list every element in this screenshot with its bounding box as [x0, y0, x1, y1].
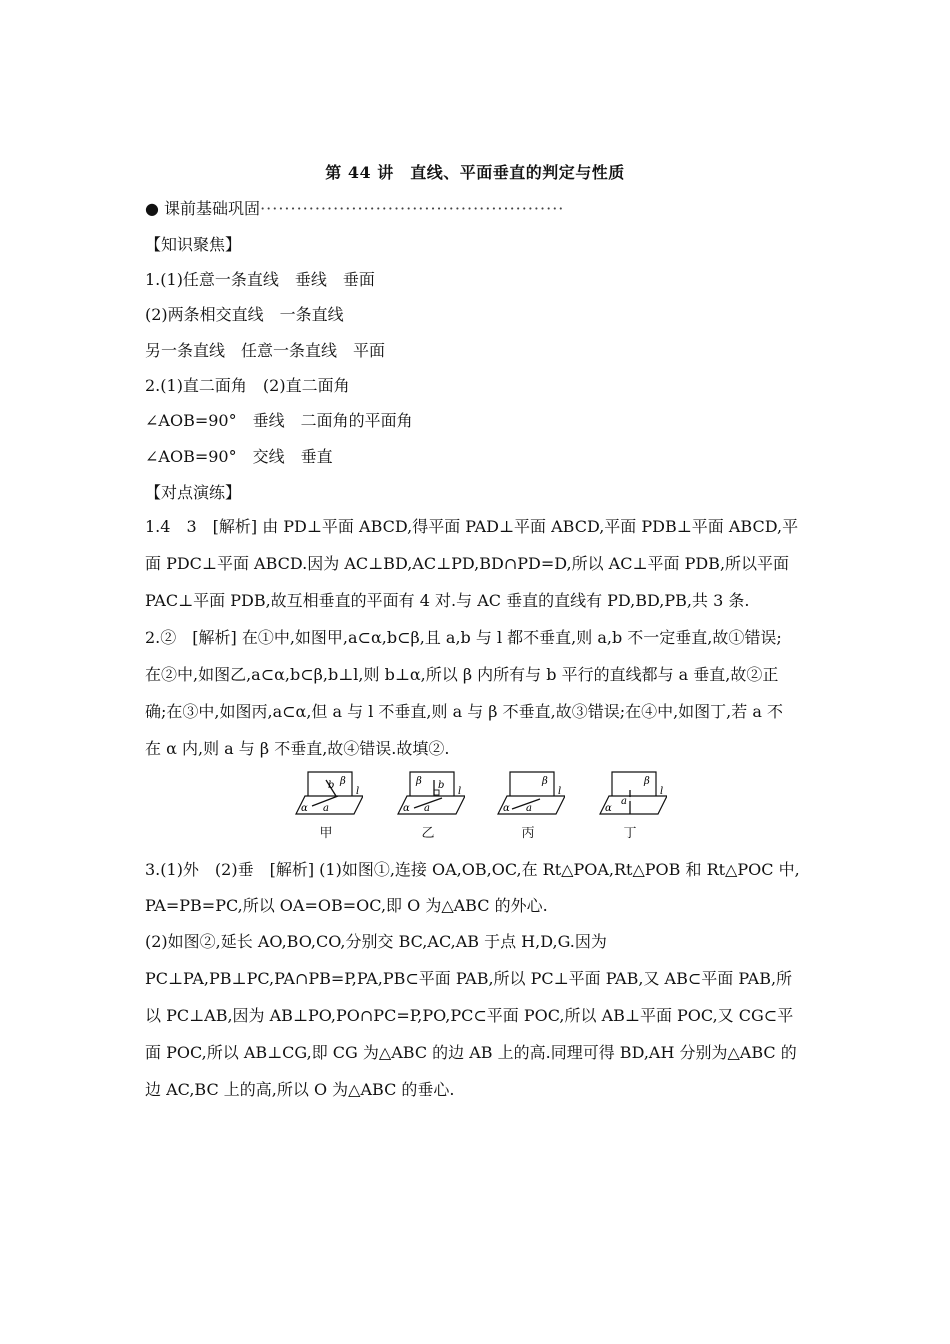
figure-caption: 丙	[521, 826, 535, 841]
a-label: a	[323, 803, 329, 814]
knowledge-line: 2.(1)直二面角 (2)直二面角	[145, 376, 350, 395]
figure-jia	[288, 768, 363, 841]
beta-label: β	[542, 776, 548, 787]
heading-practice: 【对点演练】	[145, 483, 242, 502]
figure-bing	[490, 768, 565, 841]
answer-3-line: PA=PB=PC,所以 OA=OB=OC,即 O 为△ABC 的外心.	[145, 896, 548, 915]
a-label: a	[526, 803, 532, 814]
l-label: l	[458, 786, 462, 797]
figure-jia-diagram	[288, 768, 363, 816]
b-label: b	[328, 780, 335, 791]
answer-3-line: 边 AC,BC 上的高,所以 O 为△ABC 的垂心.	[145, 1080, 455, 1099]
beta-label: β	[644, 776, 650, 787]
answer-2-line: 确;在③中,如图丙,a⊂α,但 a 与 l 不垂直,则 a 与 β 不垂直,故③错误;在④中,如图丁,若 a 不	[145, 702, 783, 721]
l-label: l	[356, 786, 360, 797]
section-title: ● 课前基础巩固	[145, 199, 261, 218]
answer-3-line: 3.(1)外 (2)垂 [解析] (1)如图①,连接 OA,OB,OC,在 Rt△POA,Rt△POB 和 Rt△POC 中,	[145, 860, 800, 879]
beta-label: β	[416, 776, 422, 787]
figure-yi-diagram	[390, 768, 465, 816]
figure-caption: 丁	[623, 826, 637, 841]
l-label: l	[660, 786, 664, 797]
knowledge-line: (2)两条相交直线 一条直线	[145, 305, 344, 324]
figure-ding	[592, 768, 667, 841]
knowledge-line: 1.(1)任意一条直线 垂线 垂面	[145, 270, 375, 289]
answer-1-line: 1.4 3 [解析] 由 PD⊥平面 ABCD,得平面 PAD⊥平面 ABCD,平面 PDB⊥平面 ABCD,平	[145, 517, 799, 536]
answer-1-line: PAC⊥平面 PDB,故互相垂直的平面有 4 对.与 AC 垂直的直线有 PD,BD,PB,共 3 条.	[145, 591, 750, 610]
figure-bing-diagram	[490, 768, 565, 816]
l-label: l	[558, 786, 562, 797]
b-label: b	[438, 780, 445, 791]
figure-caption: 甲	[319, 826, 333, 841]
knowledge-line: 另一条直线 任意一条直线 平面	[145, 341, 386, 360]
alpha-label: α	[605, 803, 612, 814]
alpha-label: α	[403, 803, 410, 814]
heading-knowledge: 【知识聚焦】	[145, 235, 242, 254]
answer-3-line: PC⊥PA,PB⊥PC,PA∩PB=P,PA,PB⊂平面 PAB,所以 PC⊥平面 PAB,又 AB⊂平面 PAB,所	[145, 969, 793, 988]
answer-2-line: 在 α 内,则 a 与 β 不垂直,故④错误.故填②.	[145, 739, 450, 758]
figure-caption: 乙	[421, 826, 435, 841]
figure-ding-diagram	[592, 768, 667, 816]
section-header	[145, 198, 810, 220]
answer-1-line: 面 PDC⊥平面 ABCD.因为 AC⊥BD,AC⊥PD,BD∩PD=D,所以 AC⊥平面 PDB,所以平面	[145, 554, 790, 573]
alpha-label: α	[301, 803, 308, 814]
alpha-label: α	[503, 803, 510, 814]
figure-yi	[390, 768, 465, 841]
beta-label: β	[340, 776, 346, 787]
knowledge-line: ∠AOB=90° 垂线 二面角的平面角	[145, 411, 413, 430]
answer-2-line: 在②中,如图乙,a⊂α,b⊂β,b⊥l,则 b⊥α,所以 β 内所有与 b 平行的直线都与 a 垂直,故②正	[145, 665, 779, 684]
a-label: a	[424, 803, 430, 814]
a-label: a	[621, 796, 627, 807]
answer-3-line: 以 PC⊥AB,因为 AB⊥PO,PO∩PC=P,PO,PC⊂平面 POC,所以 AB⊥平面 POC,又 CG⊂平	[145, 1006, 794, 1025]
answer-3-line: (2)如图②,延长 AO,BO,CO,分别交 BC,AC,AB 于点 H,D,G.因为	[145, 932, 607, 951]
answer-3-line: 面 POC,所以 AB⊥CG,即 CG 为△ABC 的边 AB 上的高.同理可得 BD,AH 分别为△ABC 的	[145, 1043, 797, 1062]
page-title: 第 44 讲 直线、平面垂直的判定与性质	[325, 163, 625, 182]
section-leader-dots: ··················································	[260, 199, 565, 218]
knowledge-line: ∠AOB=90° 交线 垂直	[145, 447, 333, 466]
answer-2-line: 2.② [解析] 在①中,如图甲,a⊂α,b⊂β,且 a,b 与 l 都不垂直,则 a,b 不一定垂直,故①错误;	[145, 628, 782, 647]
